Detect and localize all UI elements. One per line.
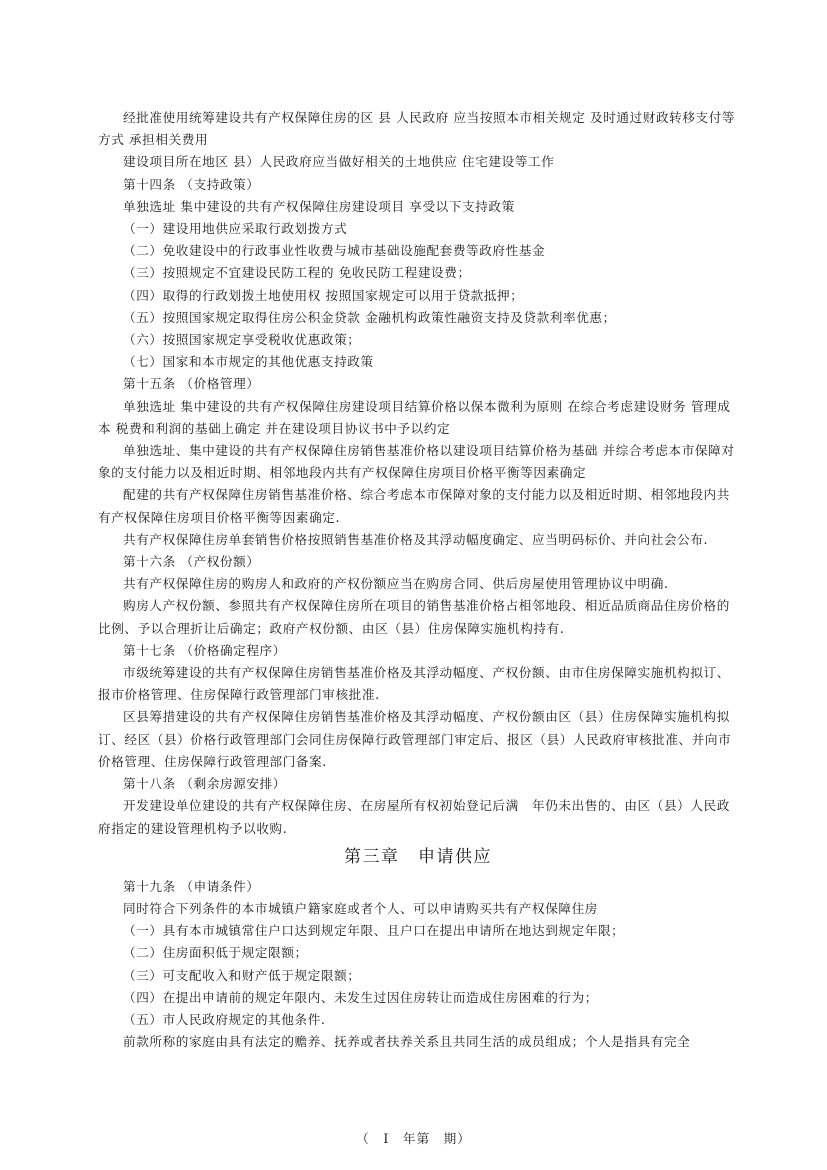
paragraph: （二）住房面积低于规定限额； [123,945,308,961]
paragraph: （七）国家和本市规定的其他优惠支持政策 [123,354,374,370]
paragraph: 第十七条 （价格确定程序） [123,642,286,658]
paragraph: 单独选址 集中建设的共有产权保障住房建设项目结算价格以保本微利为原则 在综合考虑建设财务 管理成本 税费和利润的基础上确定 并在建设项目协议书中予以约定 [98,398,731,436]
document-body [98,107,738,1053]
paragraph: （三）可支配收入和财产低于规定限额； [123,967,361,983]
paragraph: （三）按照规定不宜建设民防工程的 免收民防工程建设费； [123,265,471,281]
page-footer: （ Ⅰ 年第 期） [356,1131,471,1146]
chapter-heading: 第三章 申请供应 [344,846,492,867]
paragraph: 第十五条 （价格管理） [123,376,260,392]
paragraph: 第十八条 （剩余房源安排） [123,776,286,792]
paragraph: 第十六条 （产权份额） [123,554,260,570]
paragraph: 单独选址 集中建设的共有产权保障住房建设项目 享受以下支持政策 [123,198,515,214]
paragraph: （一）具有本市城镇常住户口达到规定年限、且户口在提出申请所在地达到规定年限； [123,923,625,939]
paragraph: 前款所称的家庭由具有法定的赡养、抚养或者扶养关系且共同生活的成员组成；个人是指具有完全 [123,1034,691,1050]
paragraph: 第十四条 （支持政策） [123,176,260,192]
paragraph: 单独选址、集中建设的共有产权保障住房销售基准价格以建设项目结算价格为基础 并综合考虑本市保障对象的支付能力以及相近时期、相邻地段内共有产权保障住房项目价格平衡等因素确定 [98,443,735,481]
paragraph: （四）取得的行政划拨土地使用权 按照国家规定可以用于贷款抵押； [123,287,524,303]
paragraph: （二）免收建设中的行政事业性收费与城市基础设施配套费等政府性基金 [123,243,546,259]
paragraph: 市级统筹建设的共有产权保障住房销售基准价格及其浮动幅度、产权份额、由市住房保障实施机构拟订、报市价格管理、住房保障行政管理部门审核批准. [98,665,730,703]
paragraph: （四）在提出申请前的规定年限内、未发生过因住房转让而造成住房困难的行为； [123,989,598,1005]
paragraph: 建设项目所在地区 县）人民政府应当做好相关的土地供应 住宅建设等工作 [123,154,555,170]
paragraph: 开发建设单位建设的共有产权保障住房、在房屋所有权初始登记后满 年仍未出售的、由区（县）人民政府指定的建设管理机构予以收购. [98,798,730,836]
paragraph: 同时符合下列条件的本市城镇户籍家庭或者个人、可以申请购买共有产权保障住房 [123,900,598,916]
paragraph: 第十九条 （申请条件） [123,878,260,894]
paragraph: （五）市人民政府规定的其他条件. [123,1011,326,1027]
paragraph: 配建的共有产权保障住房销售基准价格、综合考虑本市保障对象的支付能力以及相近时期、相邻地段内共有产权保障住房项目价格平衡等因素确定. [98,487,730,525]
paragraph: 经批准使用统筹建设共有产权保障住房的区 县 人民政府 应当按照本市相关规定 及时通过财政转移支付等方式 承担相关费用 [98,110,736,148]
paragraph: （五）按照国家规定取得住房公积金贷款 金融机构政策性融资支持及贷款利率优惠； [123,309,616,325]
paragraph: （六）按照国家规定享受税收优惠政策； [123,332,361,348]
paragraph: 区县筹措建设的共有产权保障住房销售基准价格及其浮动幅度、产权份额由区（县）住房保障实施机构拟订、经区（县）价格行政管理部门会同住房保障行政管理部门审定后、报区（县）人民政府审核批准、并向市价格管理、住房保障行政管理部门备案. [98,709,732,769]
paragraph: （一）建设用地供应采取行政划拨方式 [123,221,348,237]
paragraph: 共有产权保障住房单套销售价格按照销售基准价格及其浮动幅度确定、应当明码标价、并向社会公布. [123,531,709,547]
paragraph: 购房人产权份额、参照共有产权保障住房所在项目的销售基准价格占相邻地段、相近品质商品住房价格的比例、予以合理折让后确定；政府产权份额、由区（县）住房保障实施机构持有. [98,598,730,636]
paragraph: 共有产权保障住房的购房人和政府的产权份额应当在购房合同、供后房屋使用管理协议中明确. [123,576,669,592]
